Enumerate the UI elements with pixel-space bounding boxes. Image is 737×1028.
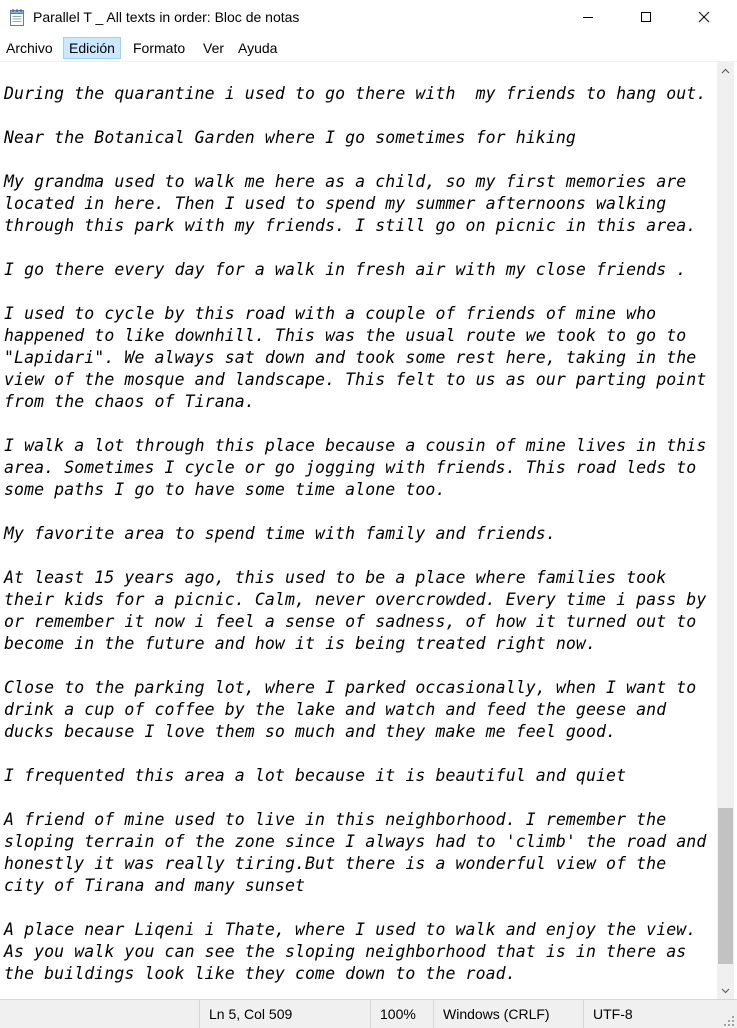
menu-bar [0, 35, 737, 62]
status-cursor-position: Ln 5, Col 509 [199, 1000, 292, 1028]
menu-archivo[interactable]: Archivo [6, 40, 53, 56]
maximize-icon [640, 11, 652, 23]
menu-formato[interactable]: Formato [133, 40, 186, 56]
notepad-icon [9, 8, 25, 26]
title-bar[interactable] [0, 0, 737, 35]
scroll-up-arrow-icon [721, 68, 730, 74]
close-icon [698, 11, 710, 23]
window-title: Parallel T _ All texts in order: Bloc de notas [33, 9, 300, 25]
scroll-up-button[interactable] [717, 62, 734, 79]
status-line-ending: Windows (CRLF) [433, 1000, 550, 1028]
close-button[interactable] [681, 0, 727, 33]
menu-ver[interactable]: Ver [203, 40, 225, 56]
status-encoding: UTF-8 [583, 1000, 633, 1028]
status-zoom: 100% [370, 1000, 416, 1028]
scroll-down-button[interactable] [717, 982, 734, 999]
minimize-icon [582, 11, 594, 23]
menu-edicion[interactable]: Edición [63, 37, 121, 59]
maximize-button[interactable] [623, 0, 669, 33]
resize-grip-icon[interactable] [723, 1015, 735, 1027]
vertical-scrollbar[interactable] [717, 62, 734, 999]
status-bar [0, 999, 737, 1028]
menu-ayuda[interactable]: Ayuda [238, 40, 278, 56]
text-editor[interactable] [0, 62, 717, 999]
scroll-down-arrow-icon [721, 988, 730, 994]
scroll-thumb[interactable] [718, 808, 733, 964]
editor-text[interactable]: During the quarantine i used to go there with my friends to hang out. Near the Botanical Garden where I go sometimes for hiking My grandma used to walk me here as a child, so my first memories are located in here. Then I used to spend my summer afternoons walking through this park with my friends. I still go on picnic in this area. I go there every day for a walk in fresh air with my close friends . I used to cycle by this road with a couple of friends of mine who happened to like downhill. This was the usual route we took to go to "Lapidari". We always sat down and took some rest here, taking in the view of the mosque and landscape. This felt to us as our parting point from the chaos of Tirana. I walk a lot through this place because a cousin of mine lives in this area. Sometimes I cycle or go jogging with friends. This road leds to some paths I go to have some time alone too. My favorite area to spend time with family and friends. At least 15 years ago, this used to be a place where families took their kids for a picnic. Calm, never overcrowded. Every time i pass by or remember it now i feel a sense of sadness, of how it turned out to become in the future and how it is being treated right now. Close to the parking lot, where I parked occasionally, when I want to drink a cup of coffee by the lake and watch and feed the geese and ducks because I love them so much and they make me feel good. I frequented this area a lot because it is beautiful and quiet A friend of mine used to live in this neighborhood. I remember the sloping terrain of the zone since I always had to 'climb' the road and honestly it was really tiring.But there is a wonderful view of the city of Tirana and many sunset A place near Liqeni i Thate, where I used to walk and enjoy the view. As you walk you can see the sloping neighborhood that is in there as the buildings look like they come down to the road. [4, 84, 707, 983]
minimize-button[interactable] [565, 0, 611, 33]
